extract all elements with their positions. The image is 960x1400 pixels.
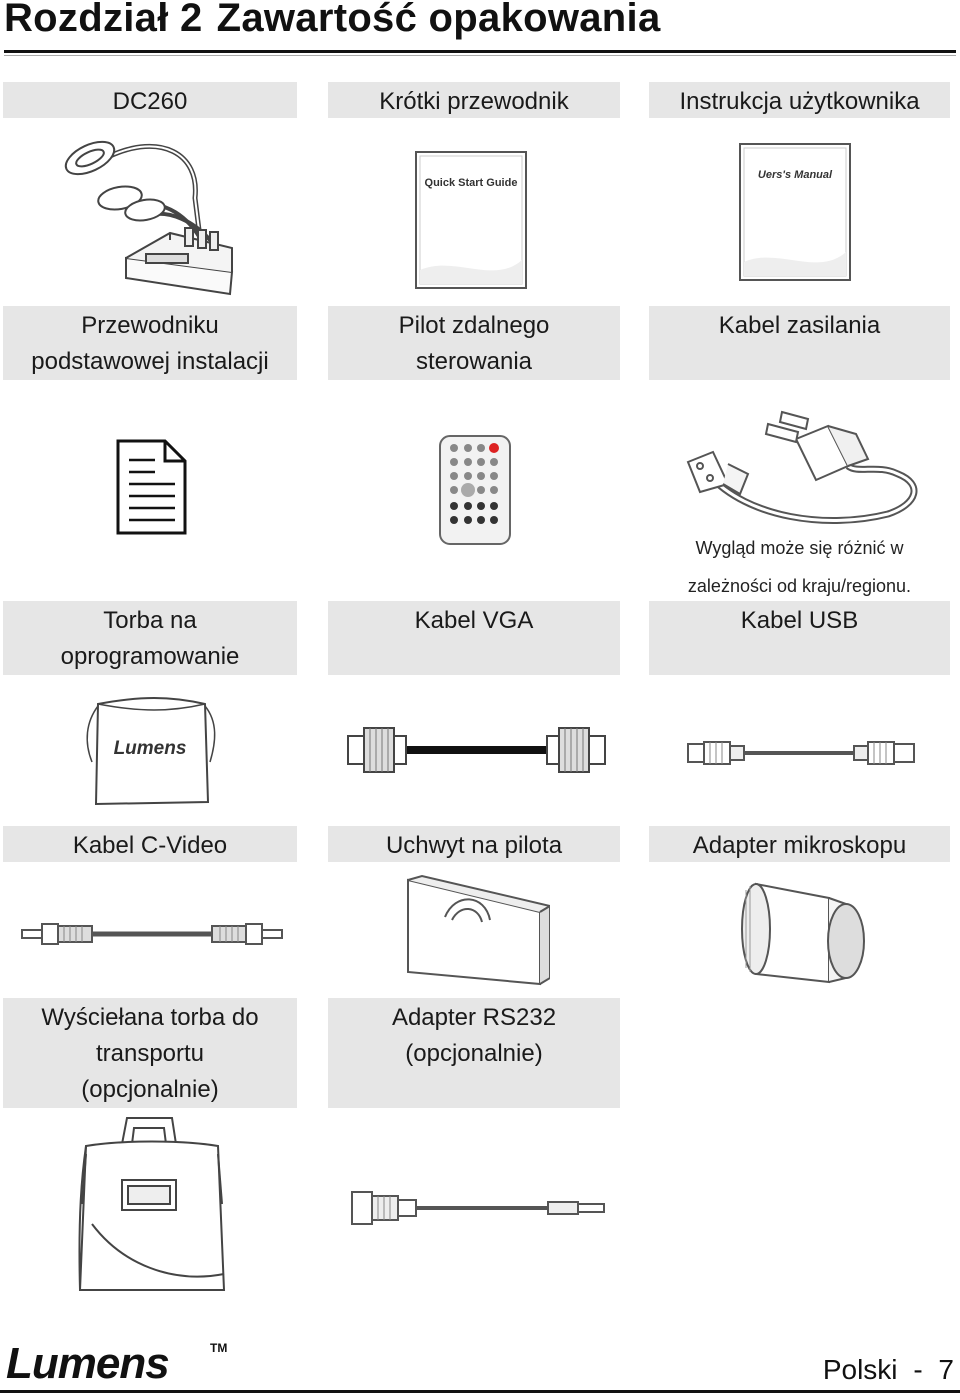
label-dc260: DC260 xyxy=(3,82,297,118)
trademark-text: TM xyxy=(210,1341,228,1355)
label-vga-cable: Kabel VGA xyxy=(328,601,620,675)
document-camera-illustration xyxy=(50,128,250,300)
label-remote-holder: Uchwyt na pilota xyxy=(328,826,620,862)
label-user-manual: Instrukcja użytkownika xyxy=(649,82,950,118)
page-number: 7 xyxy=(938,1354,954,1385)
vga-cable-illustration xyxy=(344,722,609,778)
brand-logo-text: Lumens xyxy=(6,1339,169,1388)
carry-bag-illustration xyxy=(72,1114,232,1296)
label-quick-guide: Krótki przewodnik xyxy=(328,82,620,118)
title-divider-shadow xyxy=(4,55,956,56)
document-icon xyxy=(115,438,189,536)
label-power-cable: Kabel zasilania xyxy=(649,306,950,380)
label-microscope-adapter: Adapter mikroskopu xyxy=(649,826,950,862)
title-divider xyxy=(4,50,956,53)
lumens-logo xyxy=(6,1338,236,1388)
rs232-adapter-illustration xyxy=(348,1184,610,1230)
label-remote-control: Pilot zdalnego sterowania xyxy=(328,306,620,380)
label-cvideo-cable: Kabel C-Video xyxy=(3,826,297,862)
power-note-line2: zależności od kraju/regionu. xyxy=(687,576,912,596)
label-rs232-adapter: Adapter RS232 (opcjonalnie) xyxy=(328,998,620,1108)
chapter-number: Rozdział 2 xyxy=(4,0,203,40)
remote-holder-illustration xyxy=(400,872,550,986)
cvideo-cable-illustration xyxy=(20,916,285,952)
chapter-title: Zawartość opakowania xyxy=(216,0,661,40)
remote-control-illustration xyxy=(436,432,514,548)
power-note-line1: Wygląd może się różnić w xyxy=(695,538,904,558)
manual-cover-text: Uers's Manual xyxy=(757,169,833,181)
user-manual-booklet-illustration xyxy=(738,142,854,284)
label-installation-guide: Przewodniku podstawowej instalacji xyxy=(3,306,297,380)
language-label: Polski xyxy=(822,1354,898,1385)
quick-guide-booklet-illustration xyxy=(414,150,530,292)
footer-divider xyxy=(0,1390,960,1393)
software-bag-illustration xyxy=(80,692,220,808)
microscope-adapter-illustration xyxy=(734,870,868,994)
page-label xyxy=(823,1354,954,1386)
power-cable-illustration xyxy=(678,404,928,534)
label-usb-cable: Kabel USB xyxy=(649,601,950,675)
quick-guide-cover-text: Quick Start Guide xyxy=(424,177,518,189)
bag-brand-text: Lumens xyxy=(113,738,187,759)
label-software-bag: Torba na oprogramowanie xyxy=(3,601,297,675)
page-separator: - xyxy=(913,1354,923,1385)
page-title xyxy=(4,0,661,41)
label-carry-bag: Wyściełana torba do transportu (opcjonalnie) xyxy=(3,998,297,1108)
usb-cable-illustration xyxy=(684,738,919,768)
